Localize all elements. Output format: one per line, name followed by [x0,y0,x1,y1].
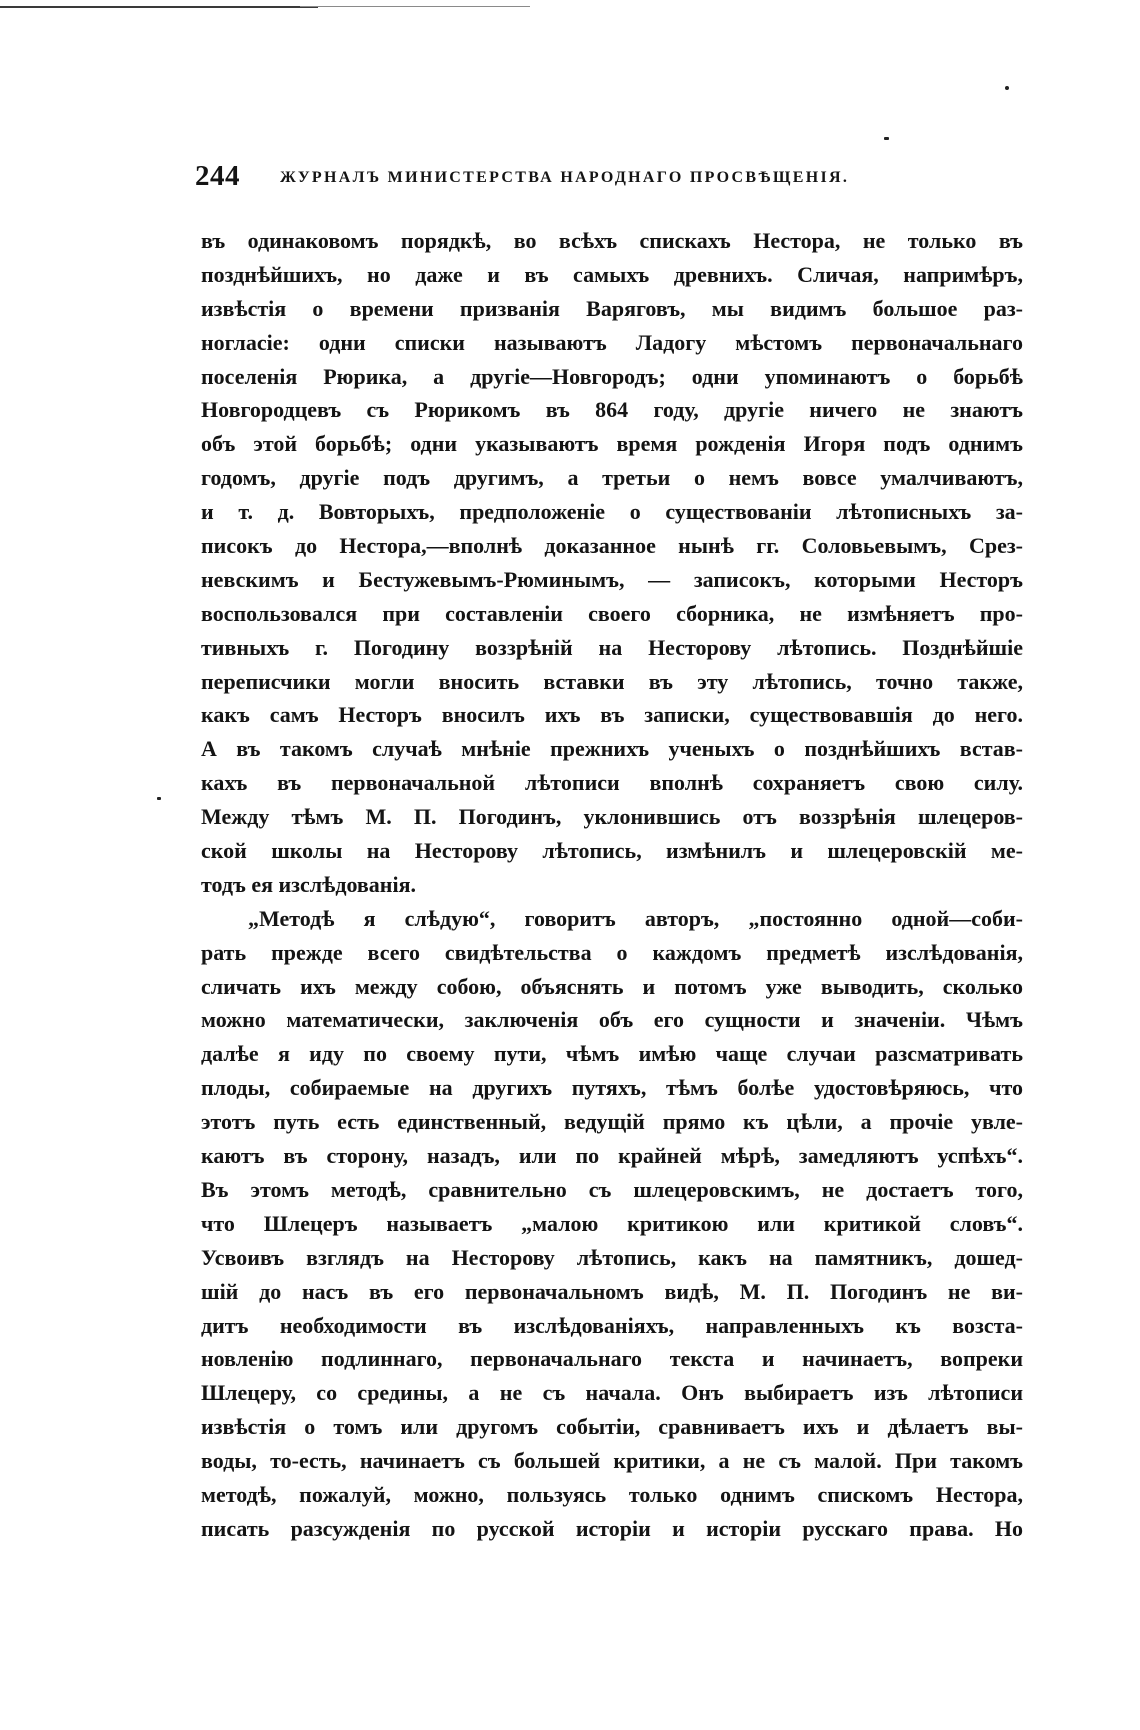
text-line: позднѣйшихъ, но даже и въ самыхъ древнихъ. Сличая, напримѣръ, [201,261,1023,287]
text-line: какъ самъ Несторъ вносилъ ихъ въ записки, существовавшія до него. [201,702,1023,728]
text-line: сличать ихъ между собою, объяснять и потомъ уже выводить, сколько [201,973,1023,999]
text-line: тивныхъ г. Погодину воззрѣній на Несторову лѣтопись. Позднѣйшіе [201,634,1023,660]
print-speck [1005,86,1009,90]
text-line: въ одинаковомъ порядкѣ, во всѣхъ спискахъ Нестора, не только въ [201,228,1023,253]
text-line: А въ такомъ случаѣ мнѣніе прежнихъ ученыхъ о позднѣйшихъ встав- [201,736,1023,762]
text-line: тодъ ея изслѣдованія. [201,871,416,897]
text-line: дитъ необходимости въ изслѣдованіяхъ, направленныхъ къ возста- [201,1312,1023,1338]
text-line: кахъ въ первоначальной лѣтописи вполнѣ сохраняетъ свою силу. [201,770,1023,796]
running-title: ЖУРНАЛЪ МИНИСТЕРСТВА НАРОДНАГО ПРОСВѢЩЕНІЯ. [280,169,850,186]
print-speck [884,137,889,140]
top-rule [0,6,318,8]
text-line: Новгородцевъ съ Рюрикомъ въ 864 году, другіе ничего не знаютъ [201,397,1023,423]
text-line: писокъ до Нестора,—вполнѣ доказанное нынѣ гг. Соловьевымъ, Срез- [201,533,1023,559]
text-line: что Шлецеръ называетъ „малою критикою или критикой словъ“. [201,1210,1023,1236]
text-line: этотъ путь есть единственный, ведущій прямо къ цѣли, а прочіе увле- [201,1109,1023,1135]
text-line: методѣ, пожалуй, можно, пользуясь только однимъ спискомъ Нестора, [201,1481,1023,1507]
text-line: воспользовался при составленіи своего сборника, не измѣняетъ про- [201,600,1023,626]
text-line: воды, то-есть, начинаетъ съ большей критики, а не съ малой. При такомъ [201,1448,1023,1474]
text-line: „Методѣ я слѣдую“, говоритъ авторъ, „постоянно одной—соби- [248,905,1023,931]
text-line: извѣстія о томъ или другомъ событіи, сравниваетъ ихъ и дѣлаетъ вы- [201,1414,1023,1440]
text-line: далѣе я иду по своему пути, чѣмъ имѣю чаще случаи разсматривать [201,1041,1023,1067]
body-text [201,224,1023,1546]
text-line: можно математически, заключенія объ его сущности и значеніи. Чѣмъ [201,1007,1023,1033]
page-number: 244 [195,160,240,192]
text-line: невскимъ и Бестужевымъ-Рюминымъ, — записокъ, которыми Несторъ [201,566,1023,592]
text-line: ногласіе: одни списки называютъ Ладогу мѣстомъ первоначальнаго [201,329,1023,355]
page-header [195,160,1027,204]
text-line: Между тѣмъ М. П. Погодинъ, уклонившись отъ воззрѣнія шлецеров- [201,804,1023,830]
text-line: каютъ въ сторону, назадъ, или по крайней мѣрѣ, замедляютъ успѣхъ“. [201,1143,1023,1169]
text-line: Шлецеру, со средины, а не съ начала. Онъ выбираетъ изъ лѣтописи [201,1380,1023,1406]
text-line: и т. д. Вовторыхъ, предположеніе о существованіи лѣтописныхъ за- [201,499,1023,525]
text-line: рать прежде всего свидѣтельства о каждомъ предметѣ изслѣдованія, [201,939,1023,965]
top-rule-thin [300,6,530,7]
text-line: объ этой борьбѣ; одни указываютъ время рожденія Игоря подъ однимъ [201,431,1023,457]
text-line: плоды, собираемые на другихъ путяхъ, тѣмъ болѣе удостовѣряюсь, что [201,1075,1023,1101]
text-line: поселенія Рюрика, а другіе—Новгородъ; одни упоминаютъ о борьбѣ [201,363,1023,389]
text-line: извѣстія о времени призванія Варяговъ, мы видимъ большое раз- [201,295,1023,321]
text-line: Въ этомъ методѣ, сравнительно съ шлецеровскимъ, не достаетъ того, [201,1176,1023,1202]
text-line: переписчики могли вносить вставки въ эту лѣтопись, точно также, [201,668,1023,694]
text-line: новленію подлиннаго, первоначальнаго текста и начинаетъ, вопреки [201,1346,1023,1372]
text-line: Усвоивъ взглядъ на Несторову лѣтопись, какъ на памятникъ, дошед- [201,1244,1023,1270]
text-line: ской школы на Несторову лѣтопись, измѣнилъ и шлецеровскій ме- [201,838,1023,864]
text-line: шій до насъ въ его первоначальномъ видѣ, М. П. Погодинъ не ви- [201,1278,1023,1304]
text-line: писать разсужденія по русской исторіи и исторіи русскаго права. Но [201,1515,1023,1541]
print-speck [157,797,161,800]
text-line: годомъ, другіе подъ другимъ, а третьи о немъ вовсе умалчиваютъ, [201,465,1023,491]
